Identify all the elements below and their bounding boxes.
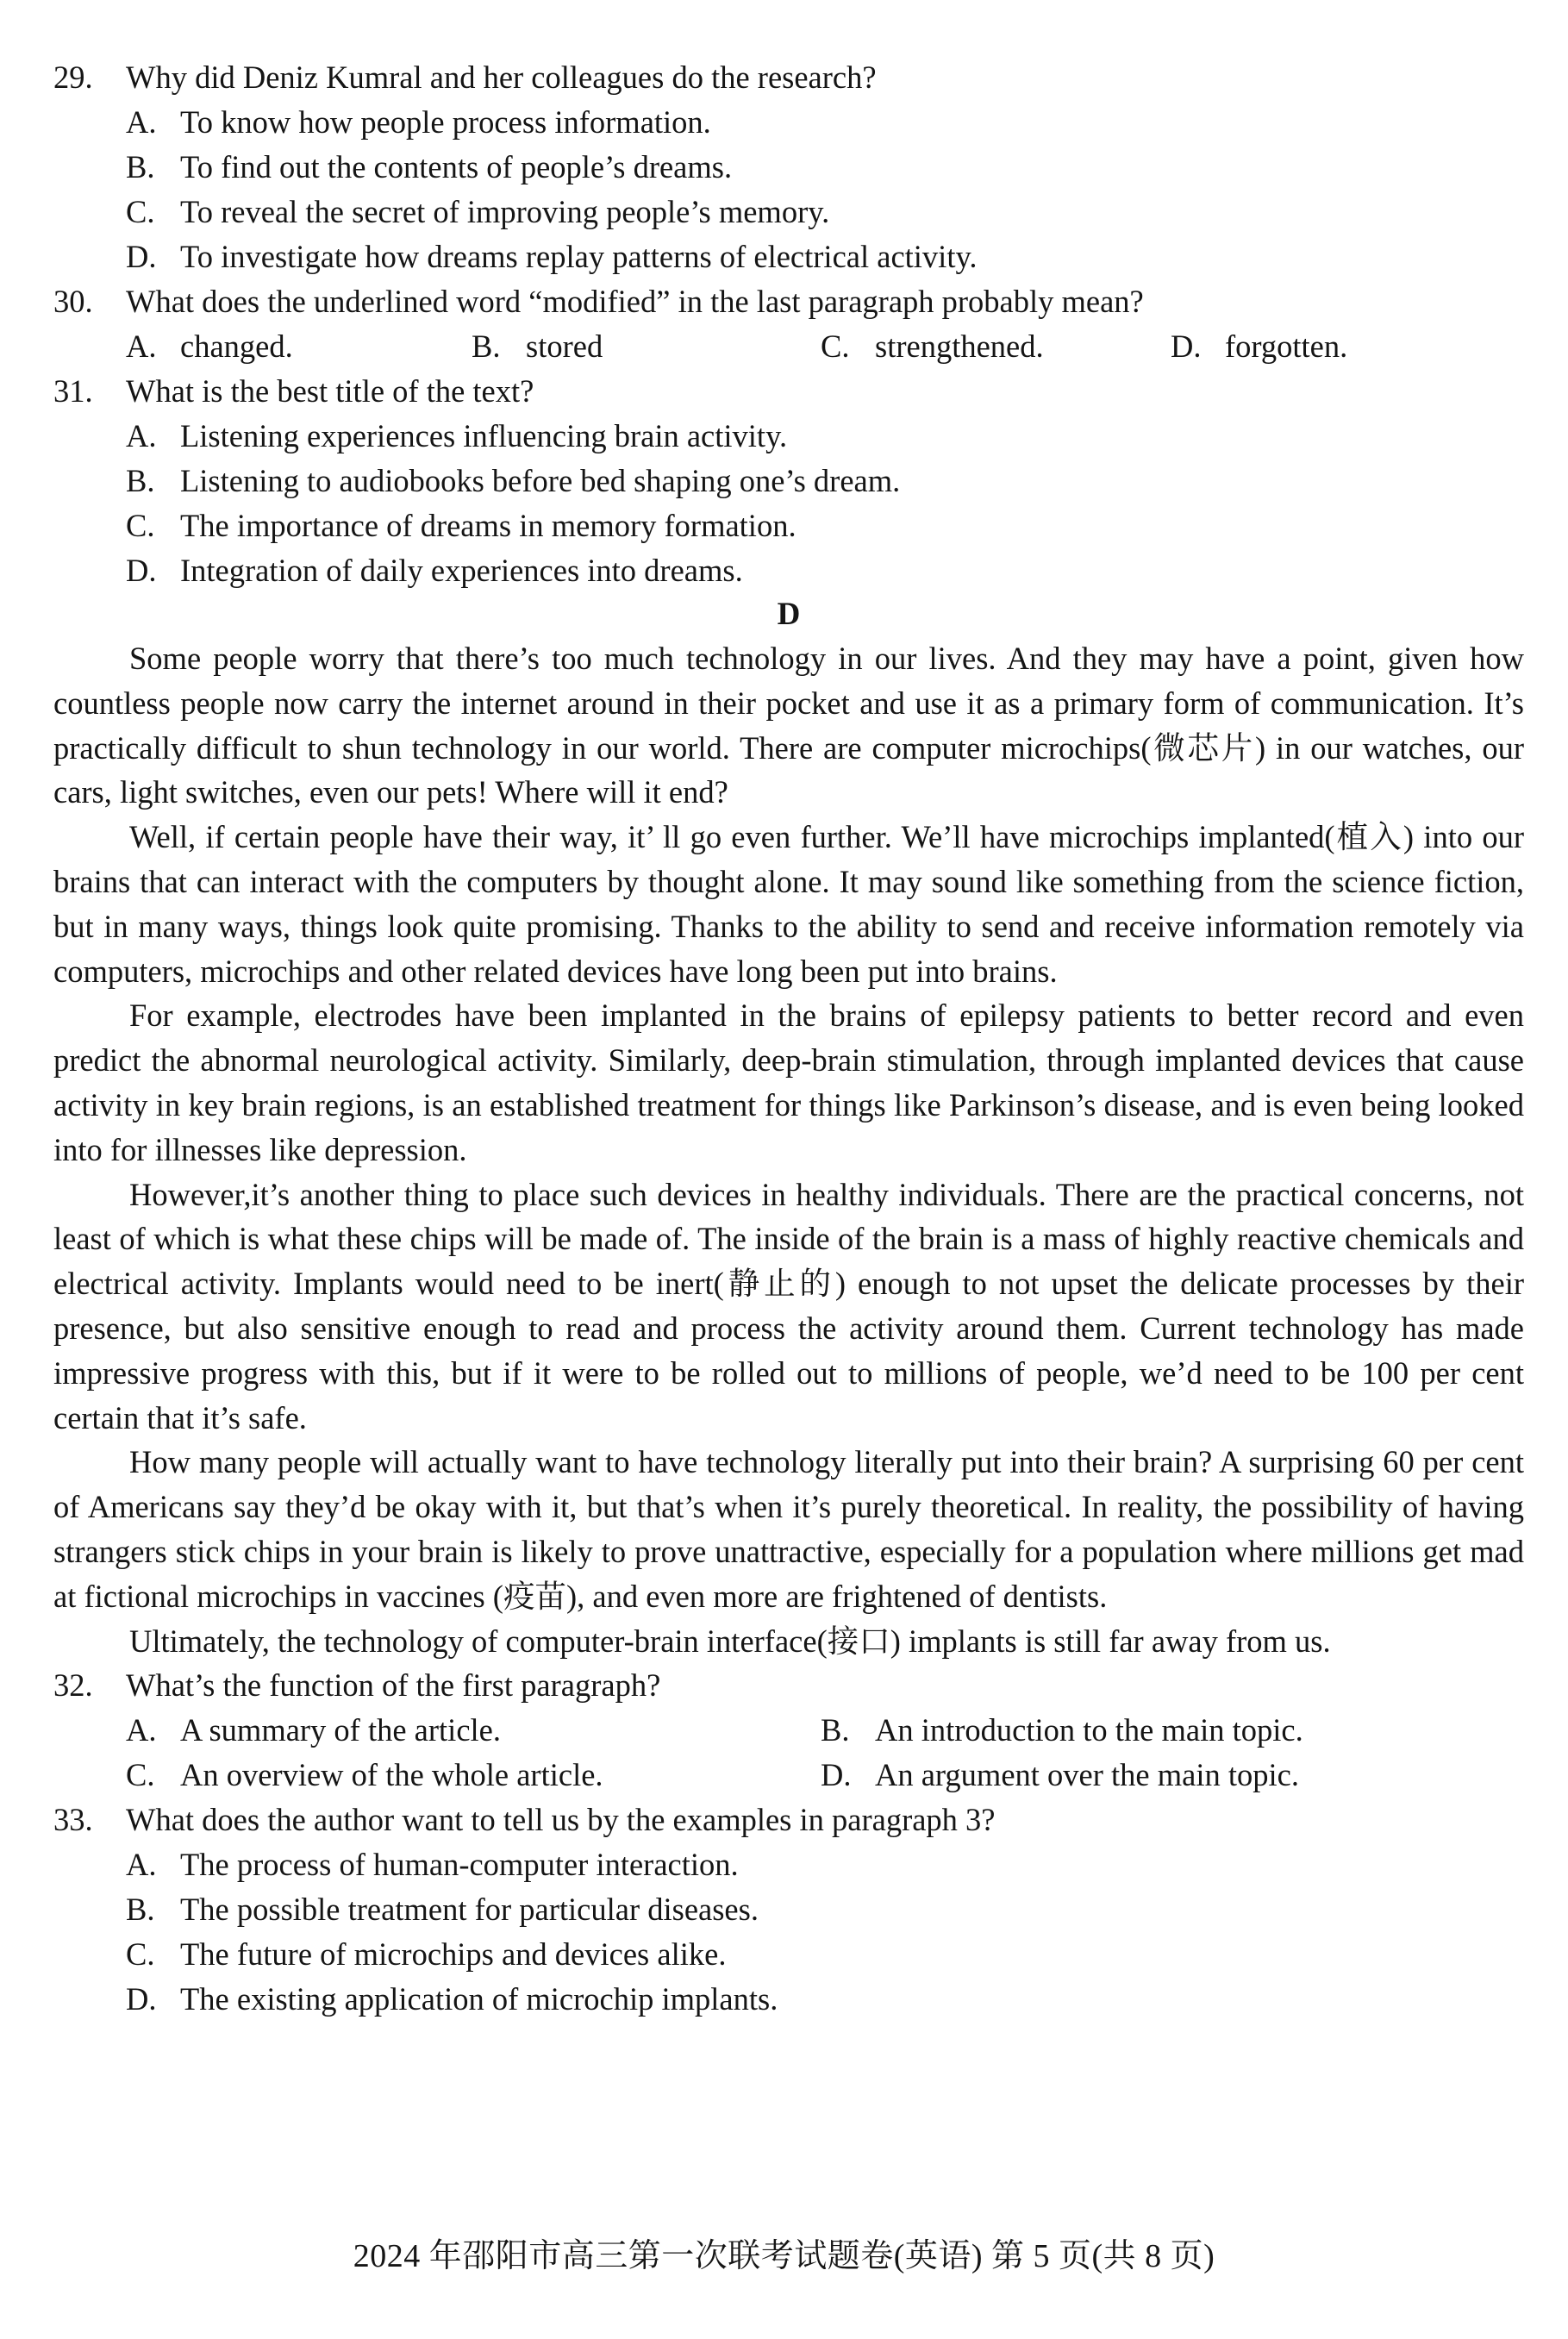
option-label: C. [821,328,850,364]
option-c [53,1932,1524,1977]
option-a [126,324,293,369]
option-d [1171,324,1347,369]
option-d [821,1753,1299,1798]
option-text: Integration of daily experiences into dreams. [180,553,743,588]
option-label: A. [126,1712,157,1748]
option-b [53,145,1524,190]
option-d [53,1977,1524,2022]
option-label: B. [126,463,155,498]
option-label: A. [126,328,157,364]
option-b [53,459,1524,503]
option-text: The future of microchips and devices alike. [180,1936,727,1973]
option-text: To reveal the secret of improving people’s memory. [180,194,830,229]
option-label: A. [126,104,157,140]
option-text: Listening to audiobooks before bed shaping one’s dream. [180,463,901,498]
passage-paragraph: Some people worry that there’s too much technology in our lives. And they may have a point, given how countless people now carry the internet around in their pocket and use it as a primary form of communication. It’s practically difficult to shun technology in our world. There are computer microchips(微芯片) in our watches, our cars, light switches, even our pets! Where will it end? [53,641,1524,810]
question-number: 31. [53,373,93,409]
option-text: Listening experiences influencing brain activity. [180,418,788,453]
question-stem [53,55,1524,100]
page-footer: 2024 年邵阳市高三第一次联考试题卷(英语) 第 5 页(共 8 页) [353,2238,1215,2274]
option-label: C. [126,1757,155,1793]
option-d [53,548,1524,593]
option-label: C. [126,1936,155,1973]
question-32 [53,1663,1524,1798]
option-d [53,235,1524,279]
option-text: To investigate how dreams replay patterns of electrical activity. [180,239,978,274]
option-text: To know how people process information. [180,104,711,140]
question-text: What’s the function of the first paragraph? [126,1667,661,1704]
option-label: B. [126,1892,155,1928]
reading-passage [53,636,1524,1663]
option-c [821,324,1044,369]
option-text: stored [526,328,603,364]
question-33 [53,1798,1524,2022]
question-stem [53,369,1524,414]
passage-paragraph: Well, if certain people have their way, it’ ll go even further. We’ll have microchips implanted(植入) into our brains that can interact with the computers by thought alone. It may sound like something from the science fiction, but in many ways, things look quite promising. Thanks to the ability to send and receive information remotely via computers, microchips and other related devices have long been put into brains. [53,819,1524,989]
option-text: An overview of the whole article. [180,1757,603,1793]
question-stem [53,279,1524,324]
option-label: B. [126,149,155,184]
option-label: D. [126,1981,157,2017]
option-c [126,1753,603,1798]
option-text: The possible treatment for particular diseases. [180,1892,759,1928]
option-text: A summary of the article. [180,1712,501,1748]
option-label: A. [126,1847,157,1883]
option-text: The process of human-computer interaction. [180,1847,739,1883]
option-c [53,503,1524,548]
question-number: 29. [53,59,93,95]
question-text: What does the author want to tell us by the examples in paragraph 3? [126,1802,996,1838]
question-text: Why did Deniz Kumral and her colleagues do the research? [126,59,877,95]
option-a [53,100,1524,145]
option-b [472,324,603,369]
option-label: C. [126,508,155,543]
option-text: changed. [180,328,293,364]
option-a [53,1842,1524,1887]
option-text: The existing application of microchip implants. [180,1981,778,2017]
question-number: 33. [53,1802,93,1838]
passage-paragraph: How many people will actually want to have technology literally put into their brain? A surprising 60 per cent of Americans say they’d be okay with it, but that’s when it’s purely theoretical. In reality, the possibility of having strangers stick chips in your brain is likely to prove unattractive, especially for a population where millions get mad at fictional microchips in vaccines (疫苗), and even more are frightened of dentists. [53,1444,1524,1614]
question-number: 30. [53,284,93,319]
question-31 [53,369,1524,593]
option-label: C. [126,194,155,229]
option-label: A. [126,418,157,453]
passage-paragraph: However,it’s another thing to place such devices in healthy individuals. There are the practical concerns, not least of which is what these chips will be made of. The inside of the brain is a mass of highly reactive chemicals and electrical activity. Implants would need to be inert(静止的) enough to not upset the delicate processes by their presence, but also sensitive enough to read and process the activity around them. Current technology has made impressive progress with this, but if it were to be rolled out to millions of people, we’d need to be 100 per cent certain that it’s safe. [53,1176,1524,1435]
option-text: An argument over the main topic. [875,1757,1299,1793]
option-text: strengthened. [875,328,1044,364]
question-text: What does the underlined word “modified” in the last paragraph probably mean? [126,284,1144,319]
passage-paragraph: For example, electrodes have been implanted in the brains of epilepsy patients to better record and even predict the abnormal neurological activity. Similarly, deep-brain stimulation, through implanted devices that cause activity in key brain regions, is an established treatment for things like Parkinson’s disease, and is even being looked into for illnesses like depression. [53,998,1524,1167]
question-stem [53,1663,1524,1708]
question-number: 32. [53,1667,93,1704]
option-label: D. [126,553,157,588]
option-label: D. [126,239,157,274]
option-text: The importance of dreams in memory formation. [180,508,796,543]
option-row [53,324,1524,369]
option-label: D. [1171,328,1202,364]
question-29 [53,55,1524,279]
question-stem [53,1798,1524,1842]
option-b [821,1708,1303,1753]
option-text: To find out the contents of people’s dreams. [180,149,733,184]
option-b [53,1887,1524,1932]
option-label: D. [821,1757,852,1793]
option-label: B. [472,328,501,364]
question-text: What is the best title of the text? [126,373,534,409]
option-label: B. [821,1712,850,1748]
question-30 [53,279,1524,369]
option-text: An introduction to the main topic. [875,1712,1303,1748]
option-text: forgotten. [1225,328,1348,364]
section-heading: D [777,597,801,632]
option-a [53,414,1524,459]
page-content [53,55,1524,2022]
option-c [53,190,1524,235]
passage-paragraph: Ultimately, the technology of computer-brain interface(接口) implants is still far away from us. [129,1623,1331,1659]
option-row [53,1753,1524,1798]
option-a [126,1708,501,1753]
option-row [53,1708,1524,1753]
